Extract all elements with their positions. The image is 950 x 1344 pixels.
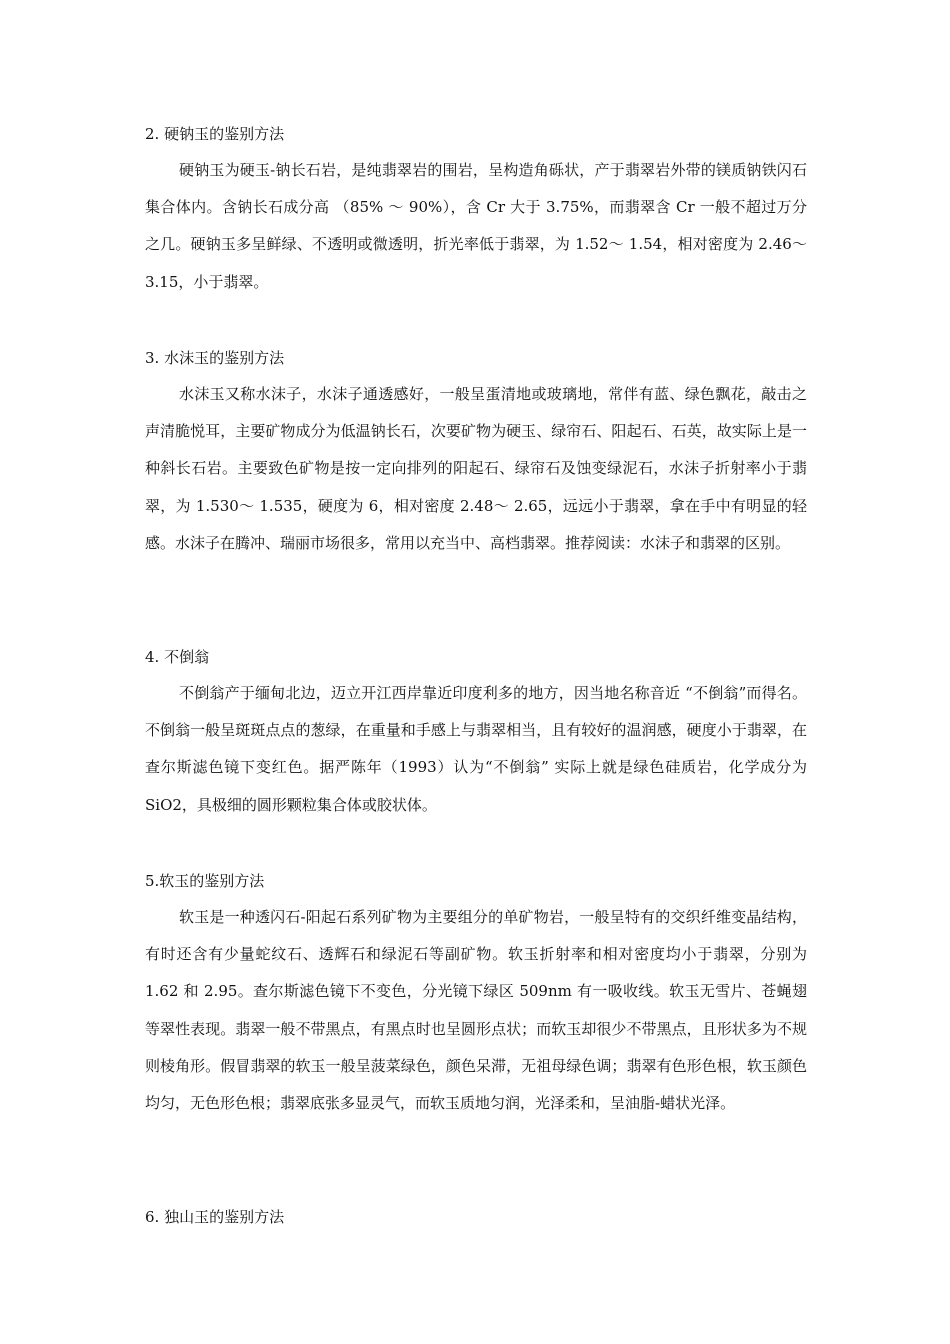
section-heading-4: 4. 不倒翁	[145, 648, 210, 666]
section-heading-2: 2. 硬钠玉的鉴别方法	[145, 125, 285, 143]
section-paragraph-4: 不倒翁产于缅甸北边，迈立开江西岸靠近印度利多的地方，因当地名称音近 “不倒翁”而得名。不倒翁一般呈斑斑点点的葱绿，在重量和手感上与翡翠相当，且有较好的温润感，硬度小于翡翠，在查尔斯滤色镜下变红色。据严陈年（1993）认为“不倒翁” 实际上就是绿色硅质岩，化学成分为 SiO2，具极细的圆形颗粒集合体或胶状体。	[145, 684, 807, 814]
section-heading-6: 6. 独山玉的鉴别方法	[145, 1208, 285, 1226]
section-heading-3: 3. 水沫玉的鉴别方法	[145, 349, 285, 367]
section-paragraph-2: 硬钠玉为硬玉-钠长石岩，是纯翡翠岩的围岩，呈构造角砾状，产于翡翠岩外带的镁质钠铁闪石集合体内。含钠长石成分高 （85% ～ 90%），含 Cr 大于 3.75%，而翡翠含 Cr 一般不超过万分之几。硬钠玉多呈鲜绿、不透明或微透明，折光率低于翡翠，为 1.52～ 1.54，相对密度为 2.46～ 3.15，小于翡翠。	[145, 161, 807, 291]
section-paragraph-5: 软玉是一种透闪石-阳起石系列矿物为主要组分的单矿物岩，一般呈特有的交织纤维变晶结构，有时还含有少量蛇纹石、透辉石和绿泥石等副矿物。软玉折射率和相对密度均小于翡翠，分别为 1.62 和 2.95。查尔斯滤色镜下不变色，分光镜下绿区 509nm 有一吸收线。软玉无雪片、苍蝇翅等翠性表现。翡翠一般不带黑点，有黑点时也呈圆形点状；而软玉却很少不带黑点，且形状多为不规则棱角形。假冒翡翠的软玉一般呈菠菜绿色，颜色呆滞，无祖母绿色调；翡翠有色形色根，软玉颜色均匀，无色形色根；翡翠底张多显灵气，而软玉质地匀润，光泽柔和，呈油脂-蜡状光泽。	[145, 908, 807, 1113]
section-paragraph-3: 水沫玉又称水沫子，水沫子通透感好，一般呈蛋清地或玻璃地，常伴有蓝、绿色飘花，敲击之声清脆悦耳，主要矿物成分为低温钠长石，次要矿物为硬玉、绿帘石、阳起石、石英，故实际上是一种斜长石岩。主要致色矿物是按一定向排列的阳起石、绿帘石及蚀变绿泥石，水沫子折射率小于翡翠，为 1.530～ 1.535，硬度为 6，相对密度 2.48～ 2.65，远远小于翡翠，拿在手中有明显的轻感。水沫子在腾冲、瑞丽市场很多，常用以充当中、高档翡翠。推荐阅读：水沫子和翡翠的区别。	[145, 385, 807, 552]
section-heading-5: 5.软玉的鉴别方法	[145, 872, 265, 890]
